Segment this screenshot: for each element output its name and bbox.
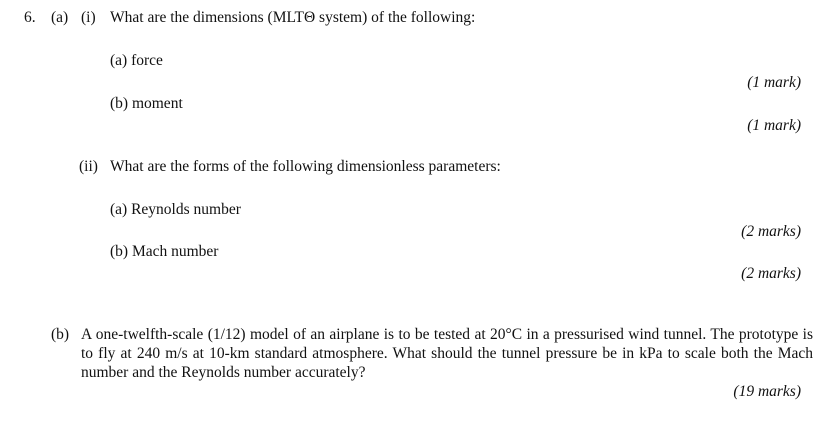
sub-i-prompt: What are the dimensions (MLTΘ system) of the following: <box>110 9 476 26</box>
question-number: 6. <box>24 9 36 26</box>
marks-moment: (1 mark) <box>747 117 801 134</box>
marks-force: (1 mark) <box>747 74 801 91</box>
item-moment: (b) moment <box>110 95 183 112</box>
sub-ii-label: (ii) <box>79 158 98 175</box>
part-a-label: (a) <box>51 9 69 26</box>
item-reynolds: (a) Reynolds number <box>110 201 241 218</box>
item-force: (a) force <box>110 52 163 69</box>
sub-i-label: (i) <box>81 9 96 26</box>
item-mach: (b) Mach number <box>110 243 219 260</box>
marks-part-b: (19 marks) <box>733 383 801 400</box>
part-b-text: A one-twelfth-scale (1/12) model of an airplane is to be tested at 20°C in a pressurised wind tunnel. The prototype is to fly at 240 m/s at 10-km standard atmosphere. What should the tunnel pressure be in kPa to scale both the Mach number and the Reynolds number accurately? <box>81 326 813 381</box>
marks-mach: (2 marks) <box>741 265 801 282</box>
marks-reynolds: (2 marks) <box>741 223 801 240</box>
part-b-label: (b) <box>51 326 70 343</box>
sub-ii-prompt: What are the forms of the following dimensionless parameters: <box>110 158 501 175</box>
